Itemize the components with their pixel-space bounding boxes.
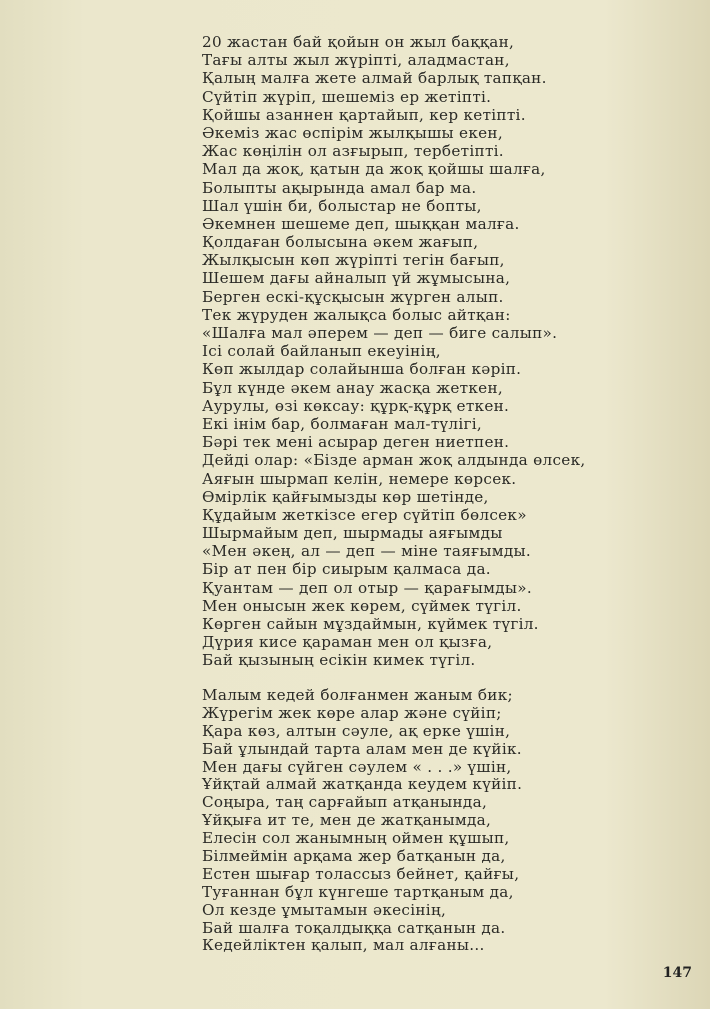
poem-line: Мен дағы сүйген сәулем « . . .» үшін, <box>202 757 512 776</box>
poem-line: Құдайым жеткізсе егер сүйтіп бөлсек» <box>202 505 527 524</box>
poem-line: Болыпты ақырында амал бар ма. <box>202 178 477 197</box>
poem-line: Ол кезде ұмытамын әкесінің, <box>202 900 447 919</box>
poem-line: Бір ат пен бір сиырым қалмаса да. <box>202 560 491 579</box>
poem-line: Қара көз, алтын сәуле, ақ ерке үшін, <box>202 721 511 740</box>
poem-line: Естен шығар толассыз бейнет, қайғы, <box>202 864 520 883</box>
poem-line: Бұл күнде әкем анау жасқа жеткен, <box>202 378 503 397</box>
poem-line: Сүйтіп жүріп, шешеміз ер жетіпті. <box>202 87 492 106</box>
poem-line: Аурулы, өзі көксау: құрқ-құрқ еткен. <box>202 396 510 415</box>
poem-line: Бай шалға тоқалдыққа сатқанын да. <box>202 918 506 937</box>
poem-line: Соңыра, таң сарғайып атқанында, <box>202 793 488 812</box>
poem-line: Мал да жоқ, қатын да жоқ қойшы шалға, <box>202 160 546 179</box>
poem-line: Ұйқыға ит те, мен де жатқанымда, <box>202 811 492 830</box>
poem-line: Жүрегім жек көре алар және сүйіп; <box>202 703 502 722</box>
poem-line: Берген ескі-құсқысын жүрген алып. <box>202 287 504 306</box>
poem-line: Ісі солай байланып екеуінің, <box>202 342 441 361</box>
poem-stanza-1 <box>202 33 586 670</box>
poem-line: Көрген сайын мұздаймын, күймек түгіл. <box>202 615 539 633</box>
poem-stanza-2 <box>202 687 522 955</box>
poem-line: 20 жастан бай қойын он жыл баққан, <box>202 33 515 51</box>
poem-line: Өмірлік қайғымызды көр шетінде, <box>202 487 489 506</box>
poem-line: Дейді олар: «Бізде арман жоқ алдында өлсек, <box>202 451 586 470</box>
poem-line: Аяғын шырмап келін, немере көрсек. <box>202 469 517 488</box>
poem-line: Дүрия кисе қараман мен ол қызға, <box>202 633 493 652</box>
poem-line: Білмеймін арқама жер батқанын да, <box>202 847 506 866</box>
poem-line: Бай қызының есікін кимек түгіл. <box>202 651 476 670</box>
poem-line: Қалың малға жете алмай барлық тапқан. <box>202 69 547 88</box>
poem-line: «Шалға мал әперем — деп — биге салып». <box>202 324 558 342</box>
poem-line: Жас көңілін ол азғырып, тербетіпті. <box>202 142 504 161</box>
poem-line: Бәрі тек мені асырар деген ниетпен. <box>202 433 510 452</box>
poem-line: Мен онысын жек көрем, сүймек түгіл. <box>202 596 522 615</box>
poem-line: Елесін сол жанымның оймен құшып, <box>202 829 510 848</box>
poem-line: Кедейліктен қалып, мал алғаны... <box>202 936 485 955</box>
poem-line: Қуантам — деп ол отыр — қарағымды». <box>202 578 533 597</box>
poem-line: Қойшы азаннен қартайып, кер кетіпті. <box>202 105 526 124</box>
poem-line: Бай ұлындай тарта алам мен де күйік. <box>202 739 522 758</box>
poem-line: Шал үшін би, болыстар не бопты, <box>202 196 482 215</box>
poem-line: Жылқысын көп жүріпті тегін бағып, <box>202 251 505 270</box>
poem-line: Екі інім бар, болмаған мал-түлігі, <box>202 414 483 433</box>
poem-line: Туғаннан бұл күнгеше тартқаным да, <box>202 882 514 901</box>
poem-line: Қолдаған болысына әкем жағып, <box>202 233 479 252</box>
poem-line: Шырмайым деп, шырмады аяғымды <box>202 524 503 543</box>
poem-line: Тағы алты жыл жүріпті, аладмастан, <box>202 51 510 70</box>
poem-line: Шешем дағы айналып үй жұмысына, <box>202 269 511 288</box>
poem-line: Ұйқтай алмай жатқанда кеудем күйіп. <box>202 775 523 794</box>
page-number: 147 <box>662 965 692 981</box>
poem-line: Әкеміз жас өспірім жылқышы екен, <box>202 123 503 142</box>
poem-line: «Мен әкең, ал — деп — міне таяғымды. <box>202 542 532 561</box>
poem-line: Көп жылдар солайынша болған кәріп. <box>202 360 522 379</box>
poem-line: Тек жүруден жалықса болыс айтқан: <box>202 305 511 324</box>
poem-line: Малым кедей болғанмен жаным бик; <box>202 686 513 704</box>
poem-line: Әкемнен шешеме деп, шыққан малға. <box>202 214 520 233</box>
